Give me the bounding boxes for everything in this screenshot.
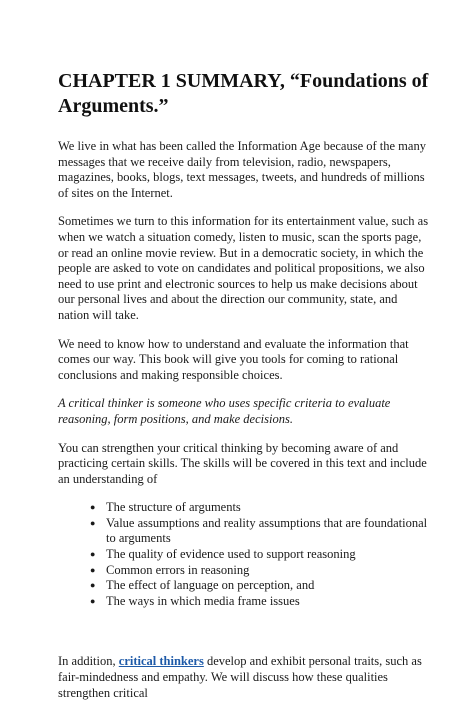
paragraph-evaluate-information: We need to know how to understand and evaluate the information that comes our way. This book will give you tools for coming to rational conclusions and making responsible choices.: [58, 336, 409, 382]
bullet-icon: ●: [90, 517, 96, 528]
list-item: [90, 516, 430, 547]
paragraph-lead-text: In addition,: [58, 654, 119, 669]
bullet-icon: ●: [90, 564, 96, 575]
list-item-text: The effect of language on perception, and: [106, 578, 315, 593]
paragraph-entertainment-value: Sometimes we turn to this information for its entertainment value, such as when we watch a situation comedy, listen to music, scan the sports page, or read an online movie review. But in a democratic society, in which the people are asked to vote on candidates and political propositions, we also need to use print and electronic sources to help us make decisions about our personal lives and about the direction our community, state, and nation will take.: [58, 214, 429, 322]
list-item-text: The structure of arguments: [106, 500, 241, 515]
bullet-icon: ●: [90, 549, 96, 560]
list-item: [90, 563, 430, 579]
list-item-text: Value assumptions and reality assumptions that are foundational to arguments: [106, 515, 428, 546]
chapter-title: CHAPTER 1 SUMMARY, “Foundations of Arguments.”: [58, 70, 429, 117]
list-item: [90, 547, 430, 563]
paragraph-trailing-text: develop and exhibit personal traits, such as fair-mindedness and empathy. We will discuss how these qualities strengthen critical: [58, 654, 422, 700]
bullet-icon: ●: [90, 580, 96, 591]
critical-thinker-definition: A critical thinker is someone who uses specific criteria to evaluate reasoning, form positions, and make decisions.: [58, 396, 391, 426]
bullet-icon: ●: [90, 595, 96, 606]
list-item-text: The ways in which media frame issues: [106, 593, 300, 608]
document-content: [58, 69, 430, 714]
list-item: [90, 578, 430, 594]
paragraph-information-age: We live in what has been called the Information Age because of the many messages that we receive daily from television, radio, newspapers, magazines, books, blogs, text messages, tweets, and hundreds of millions of sites on the Internet.: [58, 139, 426, 200]
list-item-text: The quality of evidence used to support reasoning: [106, 547, 356, 562]
list-item: [90, 500, 430, 516]
list-item: [90, 594, 430, 610]
bullet-icon: ●: [90, 502, 96, 513]
critical-thinkers-link[interactable]: critical thinkers: [118, 654, 204, 669]
list-item-text: Common errors in reasoning: [106, 562, 250, 577]
skills-list: [58, 500, 430, 609]
paragraph-personal-traits: [58, 654, 430, 701]
paragraph-skills-intro: You can strengthen your critical thinking by becoming aware of and practicing certain skills. The skills will be covered in this text and include an understanding of: [58, 440, 427, 486]
